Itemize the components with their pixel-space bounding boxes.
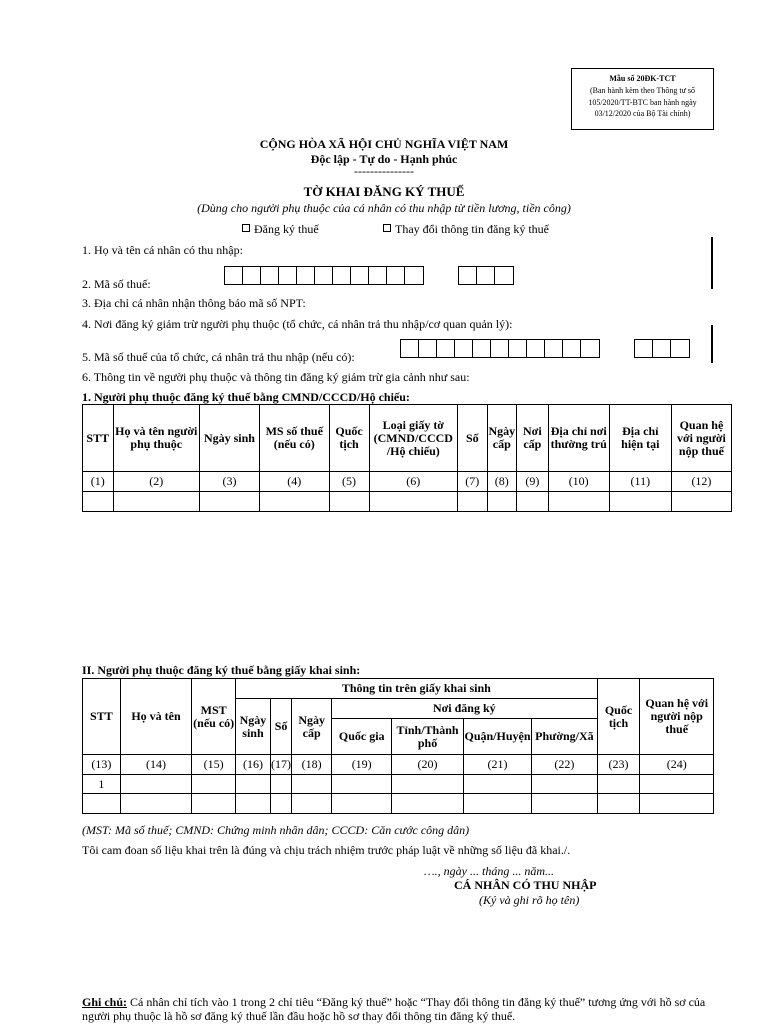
option-register[interactable] bbox=[242, 222, 319, 237]
col-province: Tỉnh/Thành phố bbox=[392, 719, 463, 755]
field-deduction-place: 4. Nơi đăng ký giảm trừ người phụ thuộc (tổ chức, cá nhân trả thu nhập/cơ quan quản lý): bbox=[82, 317, 513, 331]
payer-tax-code-boxes[interactable] bbox=[400, 339, 600, 358]
col-number: (10) bbox=[548, 472, 609, 492]
field-dependent-info: 6. Thông tin về người phụ thuộc và thông tin đăng ký giảm trừ gia cảnh như sau: bbox=[82, 370, 470, 384]
tax-code-boxes[interactable] bbox=[224, 266, 424, 285]
section2-header-row bbox=[83, 679, 714, 699]
field-notice-address: 3. Địa chỉ cá nhân nhận thông báo mã số NPT: bbox=[82, 296, 306, 310]
col-number: (13) bbox=[83, 755, 121, 775]
col-number: (2) bbox=[113, 472, 199, 492]
col-issue-date: Ngày cấp bbox=[487, 405, 517, 472]
table-row[interactable] bbox=[83, 492, 732, 512]
col-number: (17) bbox=[270, 755, 291, 775]
payer-tax-code-suffix-boxes[interactable] bbox=[634, 339, 690, 358]
table-row[interactable] bbox=[83, 775, 714, 794]
form-issue-line2: 105/2020/TT-BTC ban hành ngày bbox=[588, 98, 697, 107]
col-id-number: Số bbox=[458, 405, 488, 472]
option-change-label: Thay đổi thông tin đăng ký thuế bbox=[395, 222, 549, 236]
section1-number-row bbox=[83, 472, 732, 492]
col-number: (18) bbox=[292, 755, 332, 775]
col-stt: STT bbox=[83, 679, 121, 755]
col-number: (14) bbox=[120, 755, 191, 775]
col-number: (3) bbox=[199, 472, 259, 492]
header-divider: --------------- bbox=[354, 164, 414, 178]
col-dependent-name: Họ và tên người phụ thuộc bbox=[113, 405, 199, 472]
footnote bbox=[82, 995, 722, 1023]
section2-title: II. Người phụ thuộc đăng ký thuế bằng giấy khai sinh: bbox=[82, 663, 361, 677]
checkbox-icon[interactable] bbox=[242, 224, 250, 232]
option-change[interactable] bbox=[383, 222, 549, 237]
option-register-label: Đăng ký thuế bbox=[254, 222, 319, 236]
field-payer-tax-code: 5. Mã số thuế của tổ chức, cá nhân trả thu nhập (nếu có): bbox=[82, 350, 355, 364]
col-number: (9) bbox=[517, 472, 549, 492]
pledge-text: Tôi cam đoan số liệu khai trên là đúng và chịu trách nhiệm trước pháp luật về những số liệu đã khai./. bbox=[82, 843, 571, 857]
vertical-rule bbox=[711, 237, 713, 289]
field-taxpayer-name: 1. Họ và tên cá nhân có thu nhập: bbox=[82, 243, 243, 257]
checkbox-icon[interactable] bbox=[383, 224, 391, 232]
col-number: (21) bbox=[463, 755, 531, 775]
col-number: (4) bbox=[259, 472, 329, 492]
form-issue-line1: (Ban hành kèm theo Thông tư số bbox=[589, 86, 696, 95]
form-title: TỜ KHAI ĐĂNG KÝ THUẾ bbox=[303, 184, 465, 199]
col-number: (20) bbox=[392, 755, 463, 775]
col-number: (22) bbox=[532, 755, 597, 775]
footnote-text: Cá nhân chỉ tích vào 1 trong 2 chỉ tiêu “Đăng ký thuế” hoặc “Thay đổi thông tin đăng ký thuế” tương ứng với hồ sơ của người phụ thuộc là hồ sơ đăng ký thuế lần đầu hoặc hồ sơ thay đổi thông tin đăng ký thuế. bbox=[82, 995, 706, 1023]
col-number: (11) bbox=[609, 472, 671, 492]
signer-title: CÁ NHÂN CÓ THU NHẬP bbox=[454, 878, 597, 892]
col-district: Quận/Huyện bbox=[463, 719, 531, 755]
section1-header-row bbox=[83, 405, 732, 472]
row-stt: 1 bbox=[83, 775, 121, 794]
col-tax-code: MST (nếu có) bbox=[192, 679, 236, 755]
col-number: (6) bbox=[369, 472, 458, 492]
footnote-label: Ghi chú: bbox=[82, 995, 128, 1009]
col-nationality: Quốc tịch bbox=[597, 679, 640, 755]
col-current-address: Địa chỉ hiện tại bbox=[609, 405, 671, 472]
form-issue-line3: 03/12/2020 của Bộ Tài chính) bbox=[594, 109, 691, 118]
col-birth-cert-info: Thông tin trên giấy khai sinh bbox=[236, 679, 597, 699]
col-number: (23) bbox=[597, 755, 640, 775]
form-code-box bbox=[571, 68, 714, 130]
col-number: (19) bbox=[332, 755, 392, 775]
col-relationship: Quan hệ với người nộp thuế bbox=[671, 405, 731, 472]
col-dob: Ngày sinh bbox=[236, 699, 271, 755]
col-country: Quốc gia bbox=[332, 719, 392, 755]
col-number: (8) bbox=[487, 472, 517, 492]
col-nationality: Quốc tịch bbox=[329, 405, 369, 472]
col-number: (7) bbox=[458, 472, 488, 492]
col-name: Họ và tên bbox=[120, 679, 191, 755]
nation-title: CỘNG HÒA XÃ HỘI CHỦ NGHĨA VIỆT NAM bbox=[259, 137, 509, 151]
tax-code-suffix-boxes[interactable] bbox=[458, 266, 514, 285]
col-issue-place: Nơi cấp bbox=[517, 405, 549, 472]
form-subtitle: (Dùng cho người phụ thuộc của cá nhân có thu nhập từ tiền lương, tiền công) bbox=[197, 201, 571, 215]
section1-title: 1. Người phụ thuộc đăng ký thuế bằng CMND/CCCD/Hộ chiếu: bbox=[82, 390, 410, 404]
sign-date: …., ngày ... tháng ... năm... bbox=[424, 864, 554, 878]
col-registration-place: Nơi đăng ký bbox=[332, 699, 597, 719]
col-stt: STT bbox=[83, 405, 114, 472]
col-permanent-address: Địa chỉ nơi thường trú bbox=[548, 405, 609, 472]
col-number: (15) bbox=[192, 755, 236, 775]
col-number: (1) bbox=[83, 472, 114, 492]
col-number: (16) bbox=[236, 755, 271, 775]
form-code: Mẫu số 20ĐK-TCT bbox=[609, 74, 676, 83]
col-number-field: Số bbox=[270, 699, 291, 755]
table-row[interactable] bbox=[83, 794, 714, 814]
col-number: (5) bbox=[329, 472, 369, 492]
section2-table bbox=[82, 678, 714, 814]
col-number: (24) bbox=[640, 755, 714, 775]
motto: Độc lập - Tự do - Hạnh phúc bbox=[310, 152, 458, 166]
col-relationship: Quan hệ với người nộp thuế bbox=[640, 679, 714, 755]
section1-table bbox=[82, 404, 732, 512]
section2-number-row bbox=[83, 755, 714, 775]
vertical-rule bbox=[711, 325, 713, 363]
col-ward: Phường/Xã bbox=[532, 719, 597, 755]
col-number: (12) bbox=[671, 472, 731, 492]
field-tax-code: 2. Mã số thuế: bbox=[82, 277, 151, 291]
signature-note: (Ký và ghi rõ họ tên) bbox=[479, 893, 580, 907]
abbreviation-note: (MST: Mã số thuế; CMND: Chứng minh nhân dân; CCCD: Căn cước công dân) bbox=[82, 823, 470, 837]
col-dob: Ngày sinh bbox=[199, 405, 259, 472]
col-tax-code: MS số thuế (nếu có) bbox=[259, 405, 329, 472]
col-issue-date: Ngày cấp bbox=[292, 699, 332, 755]
col-id-type: Loại giấy tờ (CMND/CCCD /Hộ chiếu) bbox=[369, 405, 458, 472]
